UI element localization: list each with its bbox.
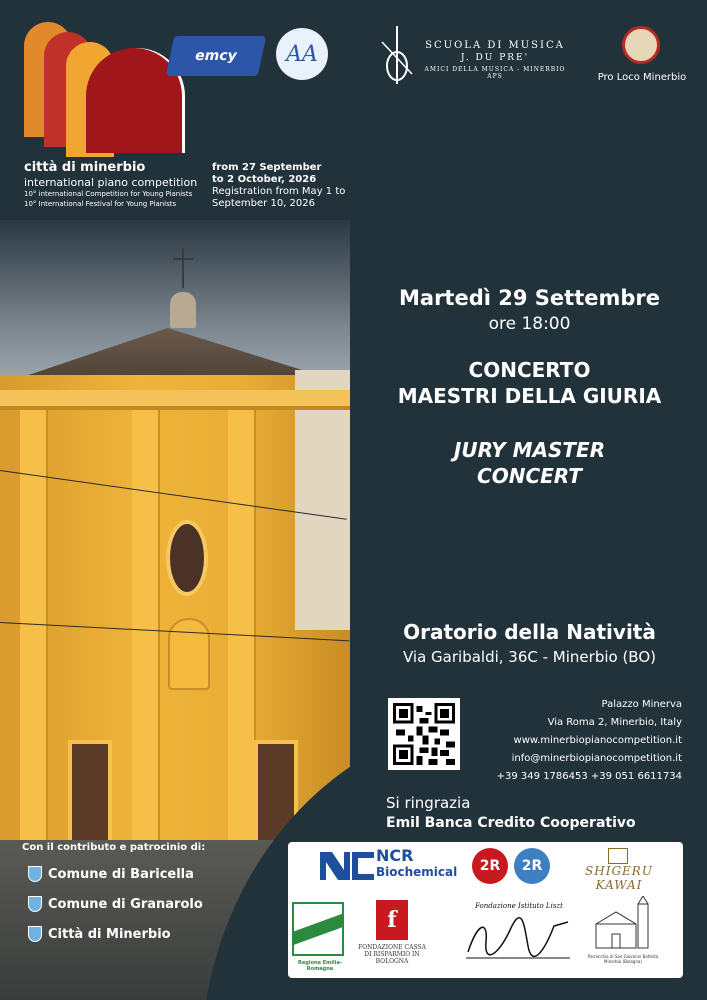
event-date: Martedì 29 Settembre: [399, 286, 660, 310]
contact-website[interactable]: www.minerbiopianocompetition.it: [513, 735, 682, 746]
competition-dates: [212, 162, 352, 210]
contact-street: Via Roma 2, Minerbio, Italy: [547, 717, 682, 728]
parish-label: Parrocchia di San Giovanni Battista Minerbio (Bologna): [587, 954, 659, 964]
patronage-heading: Con il contributo e patrocinio di:: [22, 842, 206, 853]
thanks-label: Si ringrazia: [386, 794, 471, 812]
organizer-block: [24, 160, 214, 209]
contact-place: Palazzo Minerva: [601, 699, 682, 710]
organizer-subtitle: international piano competition: [24, 176, 198, 189]
scuola-line: SCUOLA DI MUSICA: [425, 40, 565, 51]
sponsor-panel: [288, 842, 683, 978]
organizer-line: 10° International Festival for Young Pianists: [24, 200, 177, 208]
crest-icon: [28, 926, 42, 942]
side-building: [295, 370, 350, 630]
event-title-it: MAESTRI DELLA GIURIA: [397, 384, 662, 408]
crest-icon: [28, 896, 42, 912]
bell-tower: [170, 292, 196, 328]
shigeru-kawai-logo: SHIGERU KAWAI: [585, 864, 653, 892]
aa-label: AA: [286, 41, 318, 67]
2r-logo: [472, 848, 508, 884]
registration-line: September 10, 2026: [212, 198, 315, 209]
regione-logo-icon: [292, 902, 344, 956]
parish-church-icon: [590, 896, 654, 952]
2r-label: 2R: [521, 858, 543, 874]
proloco-crest-icon: [622, 26, 660, 64]
main-sponsor: Emil Banca Credito Cooperativo: [386, 815, 636, 831]
2r-label: 2R: [479, 858, 501, 874]
ncr-logo-text: [376, 848, 457, 880]
contact-phones: +39 349 1786453 +39 051 6611734: [496, 771, 682, 782]
cello-icon: [378, 22, 416, 88]
door: [68, 740, 112, 850]
fondazione-logo-icon: [376, 900, 408, 940]
scuola-line: J. DU PRE': [460, 53, 530, 63]
patron-name: Comune di Granarolo: [48, 896, 203, 912]
aa-logo: [276, 28, 328, 80]
contact-email[interactable]: info@minerbiopianocompetition.it: [511, 753, 682, 764]
ncr-name: NCR: [376, 846, 414, 865]
patron-name: Comune di Baricella: [48, 866, 194, 882]
patron-item: [28, 926, 171, 942]
cross-icon: [182, 248, 184, 288]
patron-item: [28, 896, 203, 912]
patron-item: [28, 866, 194, 882]
contact-block: [422, 696, 682, 786]
dates-line: from 27 September: [212, 162, 322, 173]
proloco-label: Pro Loco Minerbio: [597, 72, 687, 83]
cross-bar: [173, 258, 193, 260]
2r-logo: [514, 848, 550, 884]
patron-name: Città di Minerbio: [48, 926, 171, 942]
dates-line: to 2 October, 2026: [212, 174, 317, 185]
scuola-line: AMICI DELLA MUSICA - MINERBIO APS: [424, 66, 566, 80]
ncr-logo-icon: [318, 850, 376, 882]
event-title-en: JURY MASTER: [453, 438, 606, 462]
liszt-label: Fondazione Istituto Liszt: [475, 902, 563, 910]
crest-icon: [28, 866, 42, 882]
liszt-signature-icon: [458, 912, 578, 962]
venue-address: Via Garibaldi, 36C - Minerbio (BO): [402, 648, 656, 666]
event-time: ore 18:00: [488, 314, 571, 334]
regione-label: Regione Emilia-Romagna: [298, 960, 342, 972]
ncr-sub: Biochemical: [376, 865, 458, 879]
fondazione-mark: f: [387, 907, 397, 933]
emcy-label: emcy: [193, 48, 239, 64]
cornice: [0, 390, 350, 406]
fondazione-label: FONDAZIONE CASSA DI RISPARMIO IN BOLOGNA: [358, 944, 426, 965]
event-title-it: CONCERTO: [468, 358, 591, 382]
scuola-di-musica-logo: [420, 40, 570, 80]
registration-line: Registration from May 1 to: [212, 186, 346, 197]
kawai-mark-icon: [608, 848, 628, 864]
niche: [168, 618, 210, 690]
event-title-en: CONCERT: [477, 464, 582, 488]
organizer-title: città di minerbio: [24, 160, 146, 175]
emcy-logo: [166, 36, 267, 76]
venue-name: Oratorio della Natività: [403, 620, 656, 644]
oval-window: [166, 520, 208, 596]
organizer-line: 10° international Competition for Young Pianists: [24, 190, 193, 198]
